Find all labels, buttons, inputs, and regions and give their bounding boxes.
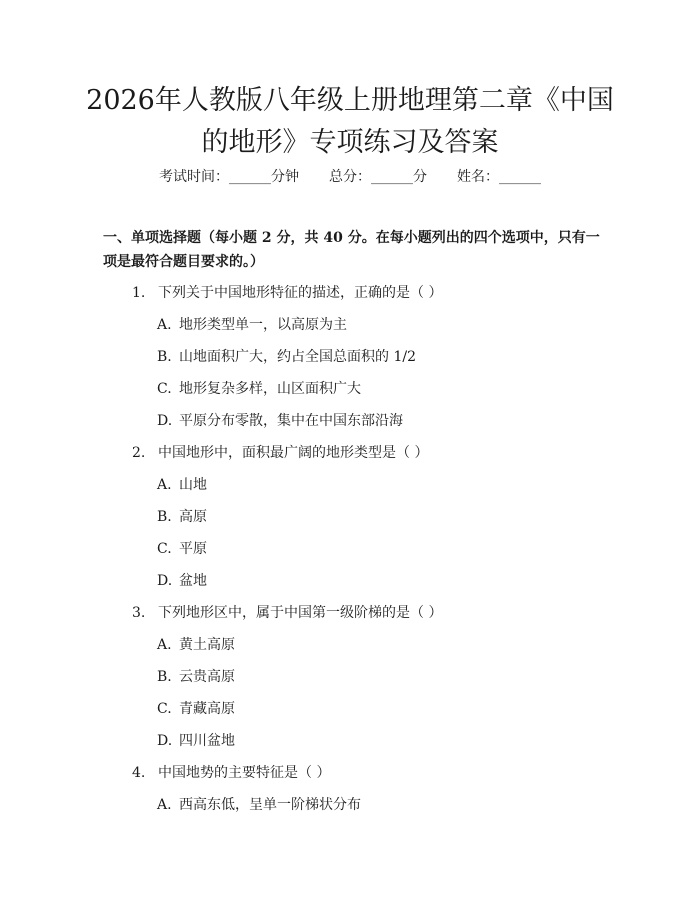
question-text: 中国地形中，面积最广阔的地形类型是（ ）	[158, 445, 429, 461]
option-letter: D.	[157, 733, 173, 749]
document-title: 2026年人教版八年级上册地理第二章《中国的地形》专项练习及答案	[86, 85, 614, 158]
option-text: 西高东低，呈单一阶梯状分布	[179, 797, 361, 813]
option-letter: C.	[157, 701, 172, 717]
option-letter: A.	[157, 477, 172, 493]
option-1a	[157, 315, 597, 335]
total-score: 总分：______分	[329, 169, 427, 185]
option-text: 地形复杂多样，山区面积广大	[179, 381, 361, 397]
option-letter: B.	[157, 349, 172, 365]
option-text: 四川盆地	[179, 733, 235, 749]
option-3d	[157, 731, 597, 751]
question-2	[132, 443, 602, 463]
exam-time: 考试时间：______分钟	[159, 169, 299, 185]
option-letter: D.	[157, 413, 173, 429]
option-3b	[157, 667, 597, 687]
option-text: 平原	[179, 541, 207, 557]
question-text: 下列地形区中，属于中国第一级阶梯的是（ ）	[158, 605, 443, 621]
option-text: 青藏高原	[179, 701, 235, 717]
option-2a	[157, 475, 597, 495]
option-text: 平原分布零散，集中在中国东部沿海	[179, 413, 403, 429]
option-2c	[157, 539, 597, 559]
option-3c	[157, 699, 597, 719]
question-number: 1.	[132, 285, 146, 301]
question-number: 3.	[132, 605, 146, 621]
option-2b	[157, 507, 597, 527]
option-letter: C.	[157, 541, 172, 557]
option-text: 云贵高原	[179, 669, 235, 685]
option-1c	[157, 379, 597, 399]
option-1b	[157, 347, 597, 367]
option-2d	[157, 571, 597, 591]
option-letter: C.	[157, 381, 172, 397]
question-text: 下列关于中国地形特征的描述，正确的是（ ）	[158, 285, 443, 301]
option-letter: A.	[157, 637, 172, 653]
option-letter: A.	[157, 317, 172, 333]
option-letter: A.	[157, 797, 172, 813]
option-letter: D.	[157, 573, 173, 589]
exam-meta	[0, 165, 700, 189]
question-number: 2.	[132, 445, 146, 461]
option-text: 盆地	[179, 573, 207, 589]
option-3a	[157, 635, 597, 655]
option-text: 黄土高原	[179, 637, 235, 653]
question-3	[132, 603, 602, 623]
option-4a	[157, 795, 597, 815]
section-heading: 一、单项选择题（每小题 2 分，共 40 分。在每小题列出的四个选项中，只有一项是最符合题目要求的。）	[103, 230, 600, 270]
question-text: 中国地势的主要特征是（ ）	[158, 765, 331, 781]
option-letter: B.	[157, 669, 172, 685]
option-text: 山地面积广大，约占全国总面积的 1/2	[179, 349, 416, 365]
option-letter: B.	[157, 509, 172, 525]
option-text: 山地	[179, 477, 207, 493]
student-name: 姓名：______	[457, 169, 541, 185]
option-text: 高原	[179, 509, 207, 525]
option-1d	[157, 411, 597, 431]
option-text: 地形类型单一，以高原为主	[179, 317, 347, 333]
question-4	[132, 763, 602, 783]
question-number: 4.	[132, 765, 146, 781]
question-1	[132, 283, 602, 303]
